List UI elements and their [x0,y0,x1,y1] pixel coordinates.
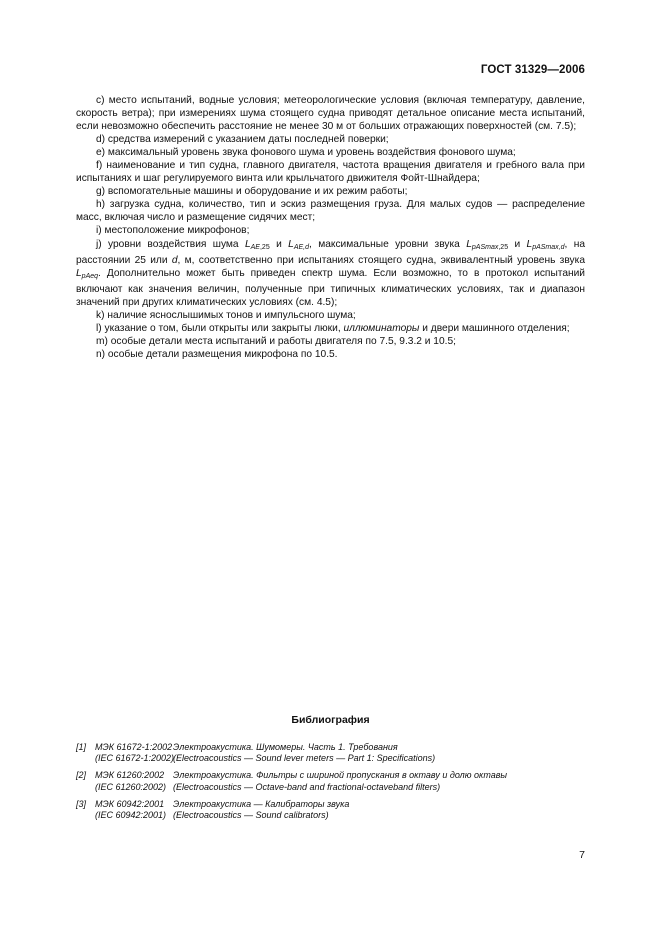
page-number: 7 [579,849,585,861]
symbol-l: L [288,238,294,250]
symbol-l: L [526,238,533,250]
bibliography-title: Библиография [291,714,370,726]
symbol-l: L [466,238,472,250]
list-item-d: d) средства измерений с указанием даты последней поверки; [96,134,389,146]
bibliography-entry: [3] МЭК 60942:2001 (IEC 60942:2001) Электроакустика — Калибраторы звука (Electroacoustics — Sound calibrators) [76,798,350,821]
bibliography-entry: [1] МЭК 61672-1:2002 (IEC 61672-1:2002) Электроакустика. Шумомеры. Часть 1. Требования (Electroacoustics — Sound lever meters — Part 1: Specifications) [76,742,436,764]
list-item-n: n) особые детали размещения микрофона по 10.5. [96,348,338,360]
list-item-h: h) загрузка судна, количество, тип и эскиз размещения груза. Для малых судов — распределение масс, включая число и размещение сидячих мест; [76,199,585,224]
symbol-l: L [244,238,251,250]
list-item-f: f) наименование и тип судна, главного двигателя, частота вращения двигателя и гребного вала при испытаниях и шаг регулируемого винта или крыльчатого движителя Фойт-Шнайдера; [76,160,585,185]
list-item-j: j) уровни воздействия шума $L_{AE,25}$ и $L_{AE,d}$, максимальные уровни звука $L_{pASmax,25}$ и $L_{pASmax,d}$, на расстоянии 25 или d, м, соответственно при испытаниях стоящего судна, эквивалентный уровень звука $L_{pAeq}$. Дополнительно может быть приведен спектр шума. Если возможно, то в протокол испытаний включают как значения величин, полученные при типичных климатических условиях, так и диапазон значений при других климатических условиях (см. 4.5); [76,238,586,308]
symbol-l: L [76,267,82,279]
list-item-c: c) место испытаний, водные условия; метеорологические условия (включая температуру, давление, скорость ветра); при измерениях шума стоящего судна приводят детальное описание места испытаний, если невозможно обеспечить расстояние не менее 30 м от больших отражающих поверхностей (см. 7.5); [76,95,585,133]
document-code-header: ГОСТ 31329—2006 [480,64,585,76]
list-item-k: k) наличие яснослышимых тонов и импульсного шума; [96,309,356,321]
list-item-g: g) вспомогательные машины и оборудование и их режим работы; [96,186,408,198]
list-item-l: l) указание о том, были открыты или закрыты люки, иллюминаторы и двери машинного отделения; [96,322,570,334]
bibliography-list [76,742,585,827]
bibliography-entry: [2] МЭК 61260:2002 (IEC 61260:2002) Электроакустика. Фильтры с шириной пропускания в октаву и долю октавы (Electroacoustics — Octave-band and fractional-octaveband filters) [76,770,508,792]
list-item-i: i) местоположение микрофонов; [96,225,250,237]
list-item-e: e) максимальный уровень звука фонового шума и уровень воздействия фонового шума; [96,147,516,159]
report-contents-list [76,94,585,361]
list-item-m: m) особые детали места испытаний и работы двигателя по 7.5, 9.3.2 и 10.5; [96,335,456,347]
